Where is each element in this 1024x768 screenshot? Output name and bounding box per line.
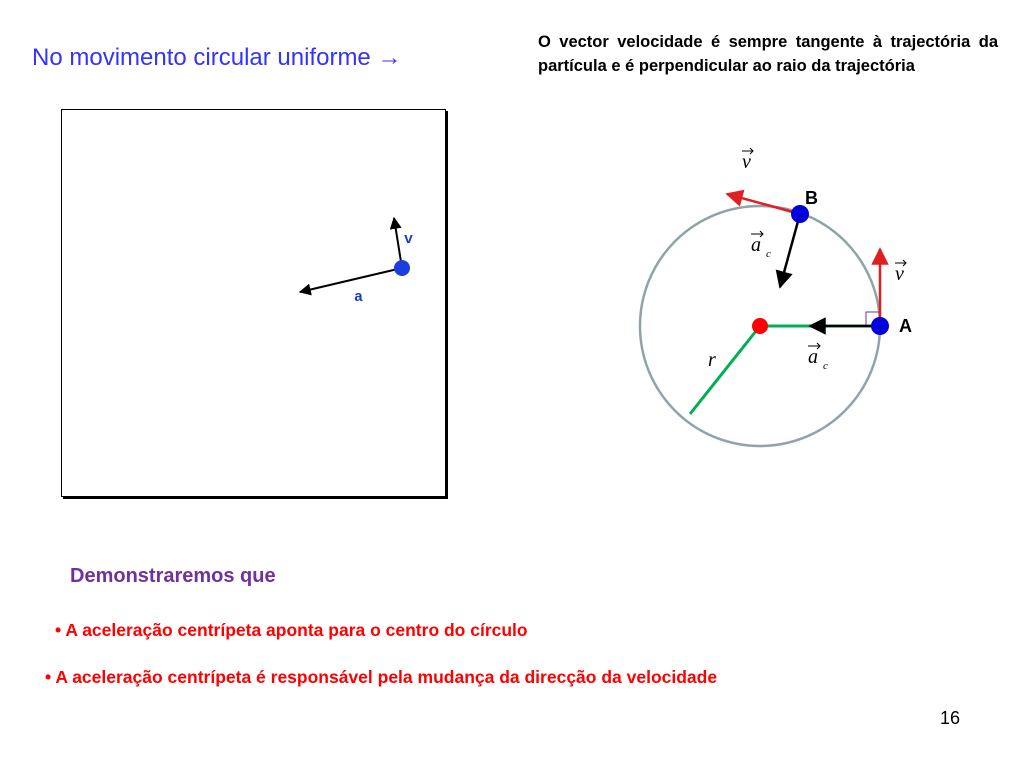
bullet-centripetal-role: • A aceleração centrípeta é responsável pela mudança da direcção da velocidade [45,667,718,687]
bullet-centripetal-direction: • A aceleração centrípeta aponta para o centro do círculo [55,620,528,640]
acceleration-label-a-letter: a [808,346,818,368]
acceleration-label-a-subscript: c [823,360,828,372]
acceleration-vector-b [780,214,800,287]
velocity-label-top-letter: v [742,151,751,173]
velocity-label-top [742,148,753,173]
center-point [752,318,768,334]
title-text: No movimento circular uniforme [32,44,371,71]
velocity-label-a [895,260,906,285]
point-a [871,317,889,335]
velocity-vector-b [727,194,800,214]
circular-motion-diagram [600,135,940,455]
acceleration-label-b [751,231,771,260]
radius-label: r [708,349,716,371]
page-number: 16 [940,708,961,728]
acceleration-label-b-letter: a [751,234,761,256]
slide-title [32,44,401,72]
animation-particle [394,260,410,276]
velocity-explanation: O vector velocidade é sempre tangente à trajectória da partícula e é perpendicular ao raio da trajectória [538,33,998,75]
point-a-label: A [899,316,912,336]
acceleration-label-b-subscript: c [766,248,771,260]
animation-acceleration-vector [300,268,402,292]
point-b-label: B [805,188,818,208]
acceleration-label-a [808,343,828,372]
demo-heading: Demonstraremos que [70,565,276,587]
velocity-label-a-letter: v [895,263,904,285]
right-arrow-icon: → [377,44,402,71]
animation-frame[interactable] [61,109,446,497]
animation-a-label: a [354,289,364,306]
radius-line-r [690,326,760,414]
animation-v-label: v [404,231,414,248]
animation-canvas [62,110,445,496]
